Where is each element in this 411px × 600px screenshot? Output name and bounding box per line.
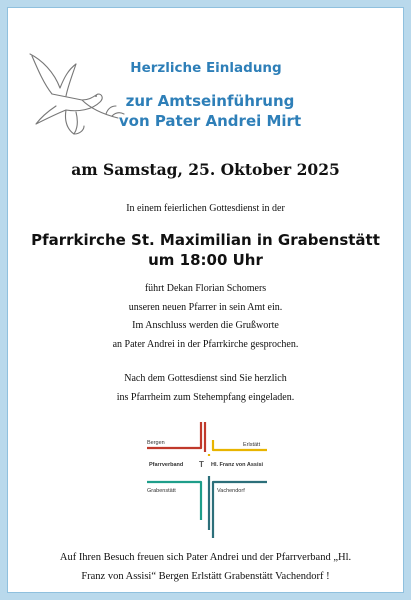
logo-patron: Hl. Franz von Assisi [211,462,264,468]
heading-invitation: Herzliche Einladung [130,60,282,76]
pfarrverband-logo [143,420,273,540]
logo-grabenstaett: Grabenstätt [147,488,176,494]
logo-bergen: Bergen [147,440,165,446]
body-line: führt Dekan Florian Schomers [144,283,267,294]
church-name: Pfarrkirche St. Maximilian in Grabenstätt [31,231,380,249]
body-line: an Pater Andrei in der Pfarrkirche gesprochen. [112,339,299,350]
logo-erlstaett: Erlstätt [243,442,261,448]
event-time: um 18:00 Uhr [148,251,263,269]
body-line: Nach dem Gottesdienst sind Sie herzlich [124,373,287,384]
intro-text: In einem feierlichen Gottesdienst in der [126,203,285,214]
heading-line-2: zur Amtseinführung [125,92,295,110]
logo-pfarrverband: Pfarrverband [149,462,184,468]
footer-line-1: Auf Ihren Besuch freuen sich Pater Andrei und der Pfarrverband „Hl. [59,552,352,563]
body-line: unseren neuen Pfarrer in sein Amt ein. [128,302,283,313]
logo-vachendorf: Vachendorf [217,488,245,494]
body-line: ins Pfarrheim zum Stehempfang eingeladen. [116,392,295,403]
heading-title [110,91,310,131]
tau-icon: T [199,460,204,469]
body-line: Im Anschluss werden die Grußworte [132,320,279,331]
event-date: am Samstag, 25. Oktober 2025 [71,160,340,179]
heading-line-3: von Pater Andrei Mirt [118,112,302,130]
footer-line-2: Franz von Assisi“ Bergen Erlstätt Grabenstätt Vachendorf ! [81,571,330,582]
